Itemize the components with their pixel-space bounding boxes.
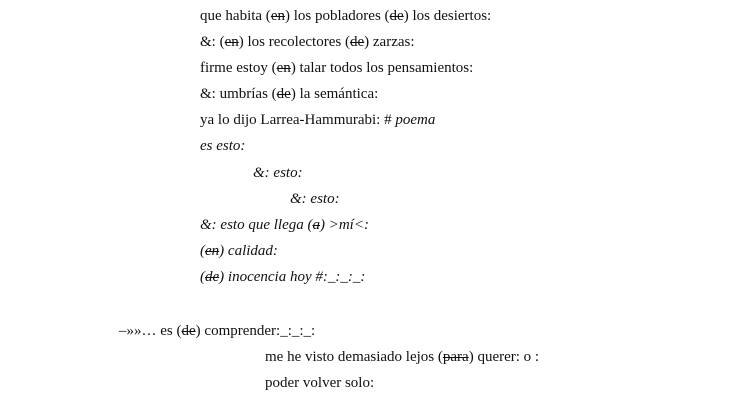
line-text: &: ( — [200, 34, 225, 50]
struck-word: en — [224, 34, 239, 50]
struck-word: de — [205, 269, 220, 285]
line-text: me he visto demasiado lejos ( — [265, 349, 443, 365]
poem-line — [290, 190, 340, 208]
struck-word: para — [442, 349, 469, 365]
line-text: poema — [395, 112, 436, 128]
poem-line — [265, 374, 374, 392]
poem-line — [200, 85, 378, 103]
struck-word: en — [276, 60, 291, 76]
poem-line — [200, 7, 491, 25]
line-text: ( — [200, 243, 205, 259]
struck-word: de — [181, 323, 196, 339]
line-text: ) >mí<: — [319, 217, 369, 233]
poem-line — [200, 242, 278, 260]
line-text: &: esto: — [253, 165, 303, 181]
line-text: –»»… es ( — [119, 323, 182, 339]
line-text: ) calidad: — [219, 243, 278, 259]
poem-line — [200, 59, 473, 77]
poem-line — [200, 33, 415, 51]
line-text: ) inocencia hoy #:_:_:_: — [219, 269, 366, 285]
line-text: ) los recolectores ( — [238, 34, 350, 50]
line-text: &: esto: — [290, 191, 340, 207]
struck-word: de — [276, 86, 291, 102]
poem-line — [200, 111, 435, 129]
line-text: ) querer: o : — [468, 349, 540, 365]
line-text: ) comprender:_:_:_: — [195, 323, 316, 339]
poem-line — [200, 216, 369, 234]
struck-word: a — [312, 217, 320, 233]
struck-word: en — [270, 8, 285, 24]
poem-line — [253, 164, 303, 182]
poem-line — [119, 322, 315, 340]
line-text: ) los pobladores ( — [284, 8, 390, 24]
line-text: ) los desiertos: — [403, 8, 492, 24]
line-text: es esto: — [200, 138, 246, 154]
line-text: ) zarzas: — [364, 34, 415, 50]
line-text: ) talar todos los pensamientos: — [290, 60, 474, 76]
line-text: &: esto que llega ( — [200, 217, 313, 233]
poem-line — [200, 137, 245, 155]
line-text: poder volver solo: — [265, 375, 375, 391]
line-text: &: umbrías ( — [200, 86, 277, 102]
struck-word: de — [389, 8, 404, 24]
poem-line — [265, 348, 539, 366]
line-text: ( — [200, 269, 205, 285]
line-text: firme estoy ( — [200, 60, 277, 76]
line-text: que habita ( — [200, 8, 271, 24]
struck-word: de — [349, 34, 365, 50]
struck-word: en — [205, 243, 220, 259]
line-text: ya lo dijo Larrea-Hammurabi: # — [200, 112, 396, 128]
poem-line — [200, 268, 365, 286]
line-text: ) la semántica: — [290, 86, 379, 102]
